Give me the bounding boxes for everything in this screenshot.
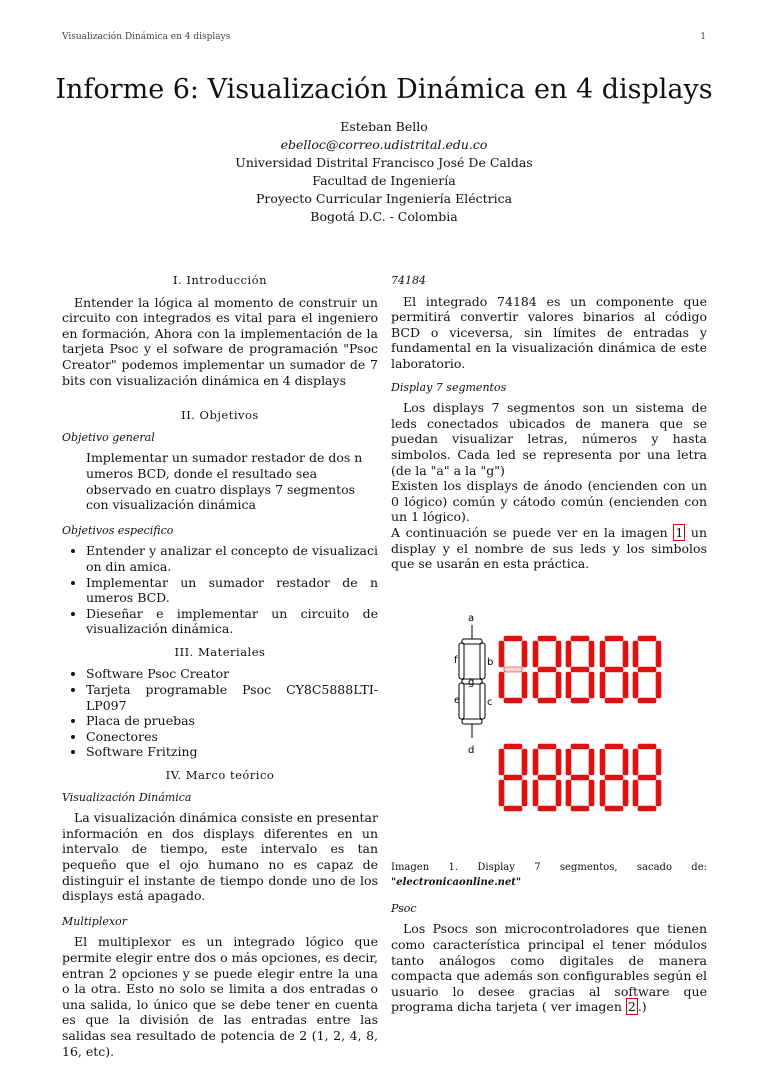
digit-segment (571, 744, 589, 749)
digit-segment (623, 749, 628, 775)
digit-segment (656, 749, 661, 775)
digit-segment (566, 672, 571, 698)
list-item: • Dieseñar e implementar un circuito de visualización dinámica. (86, 606, 378, 637)
left-column (62, 273, 378, 1065)
section-heading-materiales: III. Materiales (174, 644, 266, 659)
digit-segment (600, 749, 605, 775)
author-location: Bogotá D.C. - Colombia (310, 209, 458, 224)
segment-d-outline (462, 719, 482, 724)
digit-segment (499, 672, 504, 698)
subheading-multiplexor: Multiplexor (62, 914, 127, 928)
digit-segment (600, 641, 605, 667)
digit-segment (522, 780, 527, 806)
digit-segment (605, 775, 623, 780)
seven-segment-figure (391, 584, 707, 854)
digit-segment (656, 780, 661, 806)
figure-caption: Imagen 1. Display 7 segmentos, sacado de: "electronicaonline.net" (391, 861, 707, 889)
list-item: • Software Fritzing (86, 744, 378, 760)
list-item: • Tarjeta programable Psoc CY8C5888LTI-LP097 (86, 682, 378, 713)
paper-title: Informe 6: Visualización Dinámica en 4 displays (55, 74, 713, 105)
segment-label: c (487, 696, 493, 708)
segment-f-outline (459, 643, 464, 679)
digit-segment (571, 775, 589, 780)
digit-segment (538, 667, 556, 672)
digit-segment (522, 672, 527, 698)
subheading-74184: 74184 (391, 274, 426, 287)
digit-segment (538, 744, 556, 749)
section-heading-marco: IV. Marco teórico (165, 768, 275, 783)
figure-ref-2[interactable]: 2 (627, 999, 636, 1015)
author-university: Universidad Distrital Francisco José De Caldas (235, 155, 533, 170)
digit-segment (633, 780, 638, 806)
digit-segment (533, 641, 538, 667)
digit-segment (633, 672, 638, 698)
author-email[interactable]: ebelloc@correo.udistrital.edu.co (280, 137, 488, 152)
intro-paragraph: Entender la lógica al momento de construir un circuito con integrados es vital para el ingeniero en formación, Ahora con la implementación de la tarjeta Psoc y el sofware de programación "Psoc Creator" podemos implementar un sumador de 7 bits con visualización dinámica en 4 displays (62, 294, 378, 388)
digit-segment (633, 641, 638, 667)
digit-segment (571, 636, 589, 641)
digit-segment (571, 806, 589, 811)
digit-segment (605, 698, 623, 703)
psoc-paragraph: Los Psocs son microcontroladores que tienen como característica principal el tener módulos tanto análogos como digitales de manera compacta que además son configurables según el usuario lo desee gracias al software que programa dicha tarjeta ( ver imagen 2 .) (391, 921, 707, 1015)
digit-segment (504, 806, 522, 811)
author-block (0, 118, 768, 226)
digit-segment (589, 672, 594, 698)
display-paragraph-2: Existen los displays de ánodo (encienden con un 0 lógico) común y cátodo común (encienden con un 1 lógico). (391, 478, 707, 525)
digit-segment (656, 672, 661, 698)
digit-segment (556, 780, 561, 806)
segment-c-outline (480, 683, 485, 719)
list-item: • Entender y analizar el concepto de visualizaci on din amica. (86, 543, 378, 574)
segment-b-outline (480, 643, 485, 679)
digit-segment (623, 672, 628, 698)
running-header-title: Visualización Dinámica en 4 displays (62, 32, 231, 42)
segment-label: e (454, 694, 461, 706)
digit-segment (533, 672, 538, 698)
display-paragraph-1: Los displays 7 segmentos son un sistema de leds conectados ubicados de manera que se puedan visualizar letras, números y hasta simbolos. Cada led se representa por una letra (de la "a" a la "g") (391, 400, 707, 478)
segment-label: f (454, 654, 458, 666)
digit-segment (522, 641, 527, 667)
digit-segment (571, 667, 589, 672)
section-heading-objetivos: II. Objetivos (181, 408, 259, 423)
subheading-psoc: Psoc (391, 901, 417, 915)
digit-segment (566, 749, 571, 775)
digit-segment (504, 698, 522, 703)
digit-segment (638, 744, 656, 749)
figure-ref-1[interactable]: 1 (675, 524, 684, 540)
digit-segment (504, 775, 522, 780)
subheading-display: Display 7 segmentos (391, 380, 507, 394)
digit-segment (638, 698, 656, 703)
right-column (391, 273, 707, 1021)
digit-segment (556, 749, 561, 775)
digit-segment (566, 641, 571, 667)
objetivo-general-text: Implementar un sumador restador de dos n umeros BCD, donde el resultado sea observado en cuatro displays 7 segmentos con visualización dinámica (86, 450, 363, 513)
segment-label: a (468, 612, 475, 624)
digit-segment (656, 641, 661, 667)
segment-label: b (487, 656, 494, 668)
running-header (62, 32, 706, 42)
list-item: • Conectores (86, 729, 378, 745)
digit-segment (623, 780, 628, 806)
segment-label: g (468, 676, 475, 688)
digit-segment (504, 744, 522, 749)
page-number: 1 (700, 32, 706, 42)
author-faculty: Facultad de Ingeniería (312, 173, 456, 188)
subheading-visualizacion: Visualización Dinámica (62, 790, 192, 804)
digit-segment (533, 780, 538, 806)
digit-segment (533, 749, 538, 775)
digit-segment (556, 672, 561, 698)
segment-a-outline (462, 639, 482, 644)
digit-segment (605, 744, 623, 749)
digit-segment (605, 667, 623, 672)
digit-segment (600, 672, 605, 698)
digit-segment (499, 780, 504, 806)
digit-segment (589, 780, 594, 806)
digit-segment (605, 636, 623, 641)
digit-segment (600, 780, 605, 806)
subheading-objetivo-general: Objetivo general (62, 430, 155, 444)
digit-segment (556, 641, 561, 667)
digit-segment (538, 775, 556, 780)
list-item: • Implementar un sumador restador de n umeros BCD. (86, 575, 378, 606)
digit-segment (499, 641, 504, 667)
digit-segment (638, 775, 656, 780)
digit-segment (504, 636, 522, 641)
visualizacion-paragraph: La visualización dinámica consiste en presentar información en dos displays diferentes en un intervalo de tiempo, este intervalo es tan pequeño que el ojo humano no es capaz de distinguir el instante de tiempo donde uno de los displays está apagado. (62, 810, 378, 904)
digit-segment (538, 806, 556, 811)
digit-segment (522, 749, 527, 775)
digit-segment (538, 636, 556, 641)
subheading-objetivos-especificos: Objetivos especifico (62, 523, 174, 537)
ic-paragraph: El integrado 74184 es un componente que permitirá convertir valores binarios al código BCD o viceversa, sin límites de entradas y fundamental en la visualización dinámica de este laboratorio. (391, 293, 707, 371)
digit-segment (499, 749, 504, 775)
digit-segment (504, 667, 522, 672)
materiales-list (62, 666, 378, 760)
list-item: • Placa de pruebas (86, 713, 378, 729)
section-heading-intro: I. Introducción (172, 273, 267, 287)
digit-segment (638, 636, 656, 641)
digit-segment (538, 698, 556, 703)
author-program: Proyecto Curricular Ingeniería Eléctrica (255, 191, 513, 206)
digit-segment (605, 806, 623, 811)
digit-segment (571, 698, 589, 703)
seven-segment-diagram (391, 584, 707, 854)
segment-label: d (468, 744, 475, 756)
digit-segment (633, 749, 638, 775)
objetivos-list (62, 543, 378, 637)
author-name: Esteban Bello (340, 119, 428, 134)
digit-segment (638, 806, 656, 811)
digit-segment (566, 780, 571, 806)
digit-segment (638, 667, 656, 672)
multiplexor-paragraph: El multiplexor es un integrado lógico que permite elegir entre dos o más opciones, es decir, entran 2 opciones y se puede elegir entre la una o la otra. Esto no solo se limita a dos entradas o una salida, lo único que se debe tener en cuenta es que la división de las entradas entre las salidas sea resultado de potencia de 2 (1, 2, 4, 8, 16, etc). (62, 934, 378, 1059)
digit-segment (623, 641, 628, 667)
display-paragraph-3: A continuación se puede ver en la imagen 1 un display y el nombre de sus leds y los simbolos que se usarán en esta práctica. (391, 524, 708, 572)
list-item: • Software Psoc Creator (86, 666, 378, 682)
digit-segment (589, 641, 594, 667)
digit-segment (589, 749, 594, 775)
